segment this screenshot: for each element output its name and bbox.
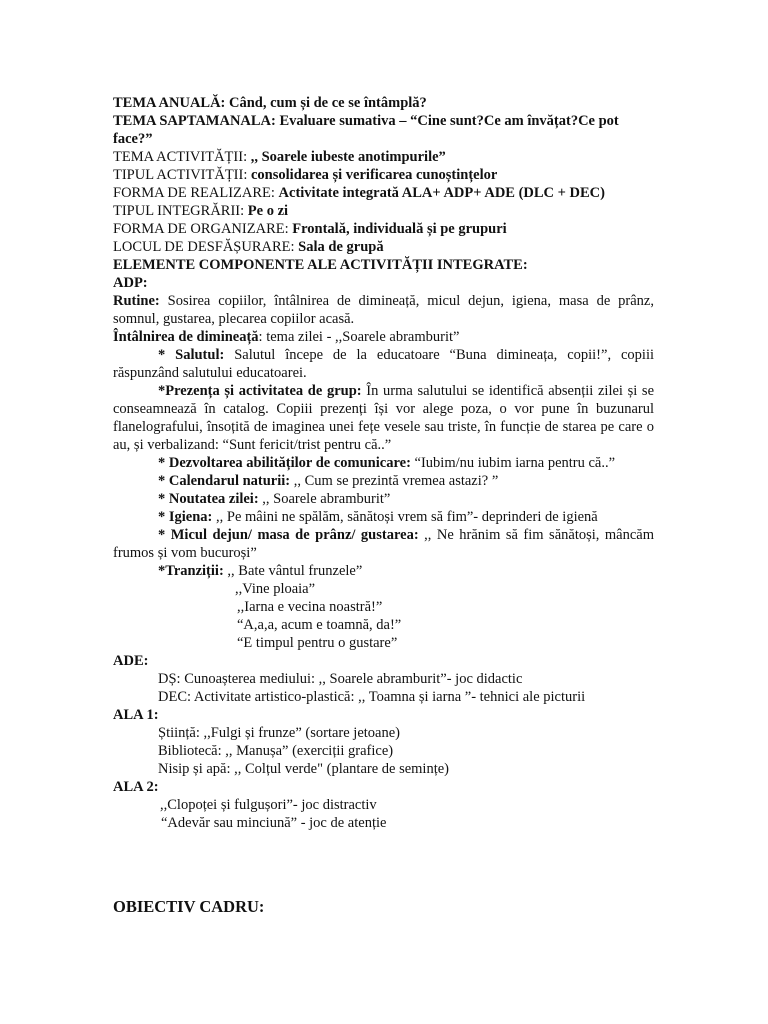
header-line: TIPUL ACTIVITĂȚII: consolidarea și verificarea cunoștințelor (113, 167, 498, 183)
header-line: ELEMENTE COMPONENTE ALE ACTIVITĂȚII INTEGRATE: (113, 257, 528, 273)
adp-item: * Dezvoltarea abilităților de comunicare: “Iubim/nu iubim iarna pentru că..” (158, 455, 616, 471)
section-label-ala2: ALA 2: (113, 779, 159, 795)
ala1-item: Nisip și apă: ,, Colțul verde" (plantare de semințe) (158, 761, 450, 777)
tranzitii-item: “A,a,a, acum e toamnă, da!” (237, 617, 402, 633)
salutul-paragraph: * Salutul: Salutul începe de la educatoare “Buna dimineața, copii!”, copiii răspunzând salutului educatoarei. (113, 347, 654, 381)
micul-dejun-paragraph: * Micul dejun/ masa de prânz/ gustarea: ,, Ne hrănim să fim sănătoși, mâncăm frumos și vom bucuroși” (113, 527, 655, 561)
ala1-item: Știință: ,,Fulgi și frunze” (sortare jetoane) (158, 725, 400, 741)
header-line: FORMA DE REALIZARE: Activitate integrată ALA+ ADP+ ADE (DLC + DEC) (113, 185, 605, 201)
header-line: FORMA DE ORGANIZARE: Frontală, individuală și pe grupuri (113, 221, 507, 237)
rutine-paragraph: Rutine: Sosirea copiilor, întâlnirea de dimineață, micul dejun, igiena, masa de prânz, somnul, gustarea, plecarea copiilor acasă. (113, 293, 654, 327)
ala2-item: “Adevăr sau minciună” - joc de atenție (161, 815, 387, 831)
header-line: LOCUL DE DESFĂȘURARE: Sala de grupă (113, 239, 384, 255)
tranzitii-line: *Tranziții: ,, Bate vântul frunzele” (158, 563, 363, 579)
ade-item: DȘ: Cunoașterea mediului: ,, Soarele abramburit”- joc didactic (158, 671, 523, 687)
tranzitii-item: ,,Vine ploaia” (235, 581, 316, 597)
adp-item: * Noutatea zilei: ,, Soarele abramburit” (158, 491, 391, 507)
header-line: TEMA ANUALĂ: Când, cum și de ce se întâmplă? (113, 95, 427, 111)
tranzitii-item: ,,Iarna e vecina noastră!” (237, 599, 383, 615)
section-label-ala1: ALA 1: (113, 707, 159, 723)
ade-item: DEC: Activitate artistico-plastică: ,, Toamna și iarna ”- tehnici ale picturii (158, 689, 586, 705)
header-line: TEMA ACTIVITĂȚII: ,, Soarele iubeste anotimpurile” (113, 149, 446, 165)
intalnirea-line: Întâlnirea de dimineață: tema zilei - ,,Soarele abramburit” (113, 329, 460, 345)
section-heading: OBIECTIV CADRU: (113, 897, 265, 916)
document-body (113, 94, 654, 832)
tranzitii-item: “E timpul pentru o gustare” (237, 635, 398, 651)
ala1-item: Bibliotecă: ,, Manușa” (exerciții grafice) (158, 743, 394, 759)
prezenta-paragraph: *Prezența și activitatea de grup: În urma salutului se identifică absenții zilei și se conseamnează în catalog. Copiii prezenți își vor alege poza, o vor pune în buzunarul flanelografului, însoțită de imaginea unei fețe vesele sau triste, în funcție de starea pe care o au, și verbalizand: “Sunt fericit/trist pentru că..” (113, 383, 655, 453)
adp-item: * Igiena: ,, Pe mâini ne spălăm, sănătoși vrem să fim”- deprinderi de igienă (158, 509, 598, 525)
section-label-ade: ADE: (113, 653, 149, 669)
ala2-item: ,,Clopoței și fulgușori”- joc distractiv (160, 797, 377, 813)
header-line: TIPUL INTEGRĂRII: Pe o zi (113, 203, 289, 219)
section-label-adp: ADP: (113, 275, 148, 291)
header-line: face?” (113, 131, 153, 147)
adp-item: * Calendarul naturii: ,, Cum se prezintă vremea astazi? ” (158, 473, 499, 489)
header-line: TEMA SAPTAMANALA: Evaluare sumativa – “Cine sunt?Ce am învățat?Ce pot (113, 113, 619, 129)
